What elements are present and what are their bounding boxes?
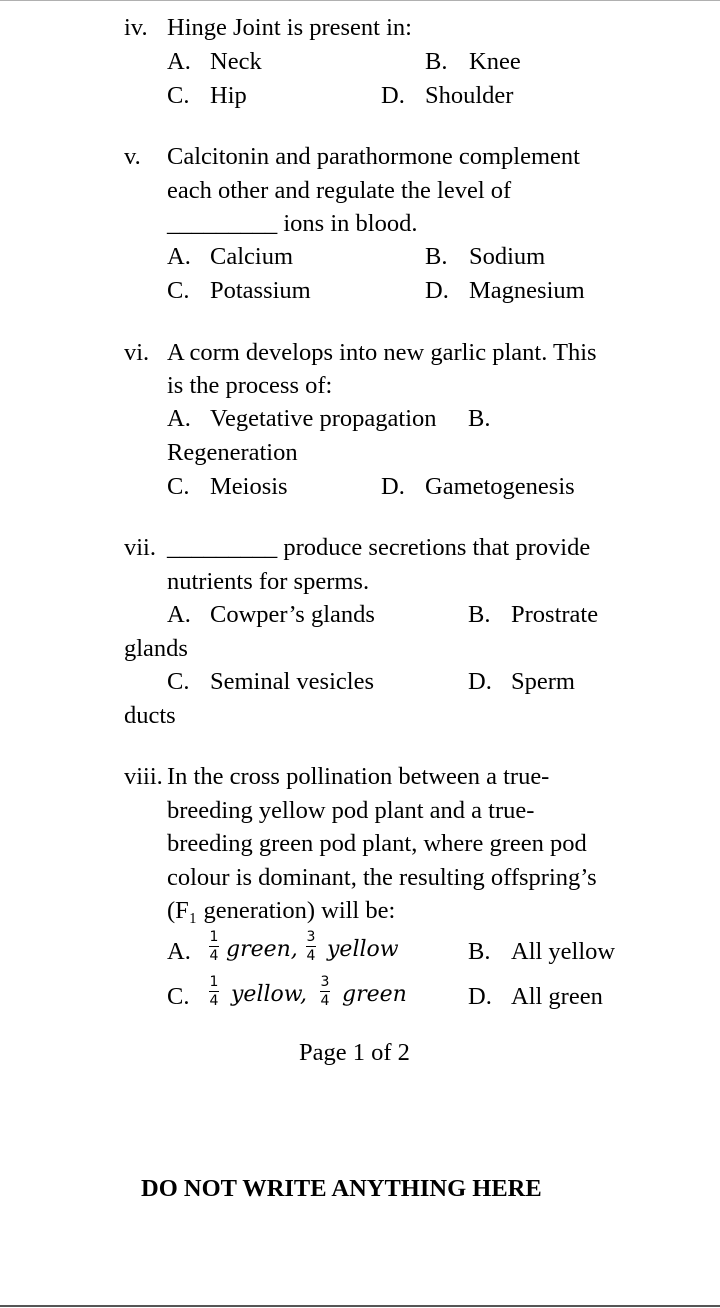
fraction-three-quarters: 3 4 xyxy=(306,929,316,964)
option-math-word: yellow xyxy=(327,937,399,962)
option-text: Sodium xyxy=(469,243,546,270)
option-text: Gametogenesis xyxy=(425,473,575,500)
option-letter: C. xyxy=(167,473,190,500)
option-text: Cowper’s glands xyxy=(210,601,375,628)
option-letter: B. xyxy=(425,48,448,75)
option-text: Vegetative propagation xyxy=(210,405,437,432)
option-letter: B. xyxy=(468,601,491,628)
option-text: Magnesium xyxy=(469,277,585,304)
question-number: vi. xyxy=(124,339,150,366)
bottom-rule xyxy=(0,1305,720,1307)
top-rule xyxy=(0,0,720,1)
option-text: Calcium xyxy=(210,243,294,270)
question-stem-line: is the process of: xyxy=(167,372,333,399)
question-stem-line: breeding green pod plant, where green pod xyxy=(167,830,587,857)
footer-notice: DO NOT WRITE ANYTHING HERE xyxy=(141,1175,542,1202)
option-text: Hip xyxy=(210,82,247,109)
question-number: iv. xyxy=(124,14,148,41)
option-letter: B. xyxy=(425,243,448,270)
option-letter: D. xyxy=(425,277,449,304)
option-text: Seminal vesicles xyxy=(210,668,374,695)
option-text: All green xyxy=(511,983,603,1010)
question-stem-line: _________ ions in blood. xyxy=(167,210,418,237)
option-text: Sperm xyxy=(511,668,575,695)
page-number: Page 1 of 2 xyxy=(299,1039,410,1066)
fraction-three-quarters: 3 4 xyxy=(320,974,330,1009)
fraction-one-quarter: 1 4 xyxy=(209,929,219,964)
question-number: viii. xyxy=(124,763,163,790)
option-letter: A. xyxy=(167,243,191,270)
option-text: Potassium xyxy=(210,277,311,304)
question-stem-line: In the cross pollination between a true- xyxy=(167,763,550,790)
option-text: Meiosis xyxy=(210,473,288,500)
option-letter: A. xyxy=(167,938,191,965)
option-text: Regeneration xyxy=(167,439,298,466)
option-letter: C. xyxy=(167,277,190,304)
question-stem-line: nutrients for sperms. xyxy=(167,568,370,595)
option-letter: A. xyxy=(167,48,191,75)
option-letter: C. xyxy=(167,983,190,1010)
option-letter: D. xyxy=(381,473,405,500)
question-stem-line: each other and regulate the level of xyxy=(167,177,512,204)
question-stem-line: Hinge Joint is present in: xyxy=(167,14,412,41)
question-number: v. xyxy=(124,143,141,170)
option-letter: C. xyxy=(167,82,190,109)
option-letter: A. xyxy=(167,601,191,628)
option-text: Neck xyxy=(210,48,262,75)
option-letter: D. xyxy=(381,82,405,109)
option-text: Knee xyxy=(469,48,521,75)
option-letter: B. xyxy=(468,405,491,432)
option-text-wrap: glands xyxy=(124,635,188,662)
option-math-word: green, xyxy=(226,937,298,962)
question-stem-line: colour is dominant, the resulting offspring’s xyxy=(167,864,597,891)
question-stem-line: (F₁ generation) will be: xyxy=(167,897,396,924)
option-letter: C. xyxy=(167,668,190,695)
option-letter: A. xyxy=(167,405,191,432)
fraction-one-quarter: 1 4 xyxy=(209,974,219,1009)
question-stem-line: breeding yellow pod plant and a true- xyxy=(167,797,535,824)
question-stem-line: _________ produce secretions that provide xyxy=(167,534,591,561)
option-text: Prostrate xyxy=(511,601,599,628)
question-number: vii. xyxy=(124,534,156,561)
option-math-word: green xyxy=(342,982,407,1007)
option-text: All yellow xyxy=(511,938,616,965)
option-text: Shoulder xyxy=(425,82,514,109)
option-letter: D. xyxy=(468,668,492,695)
question-stem-line: A corm develops into new garlic plant. This xyxy=(167,339,597,366)
option-math-word: yellow, xyxy=(231,982,307,1007)
option-text-wrap: ducts xyxy=(124,702,176,729)
option-letter: D. xyxy=(468,983,492,1010)
option-letter: B. xyxy=(468,938,491,965)
question-stem-line: Calcitonin and parathormone complement xyxy=(167,143,580,170)
